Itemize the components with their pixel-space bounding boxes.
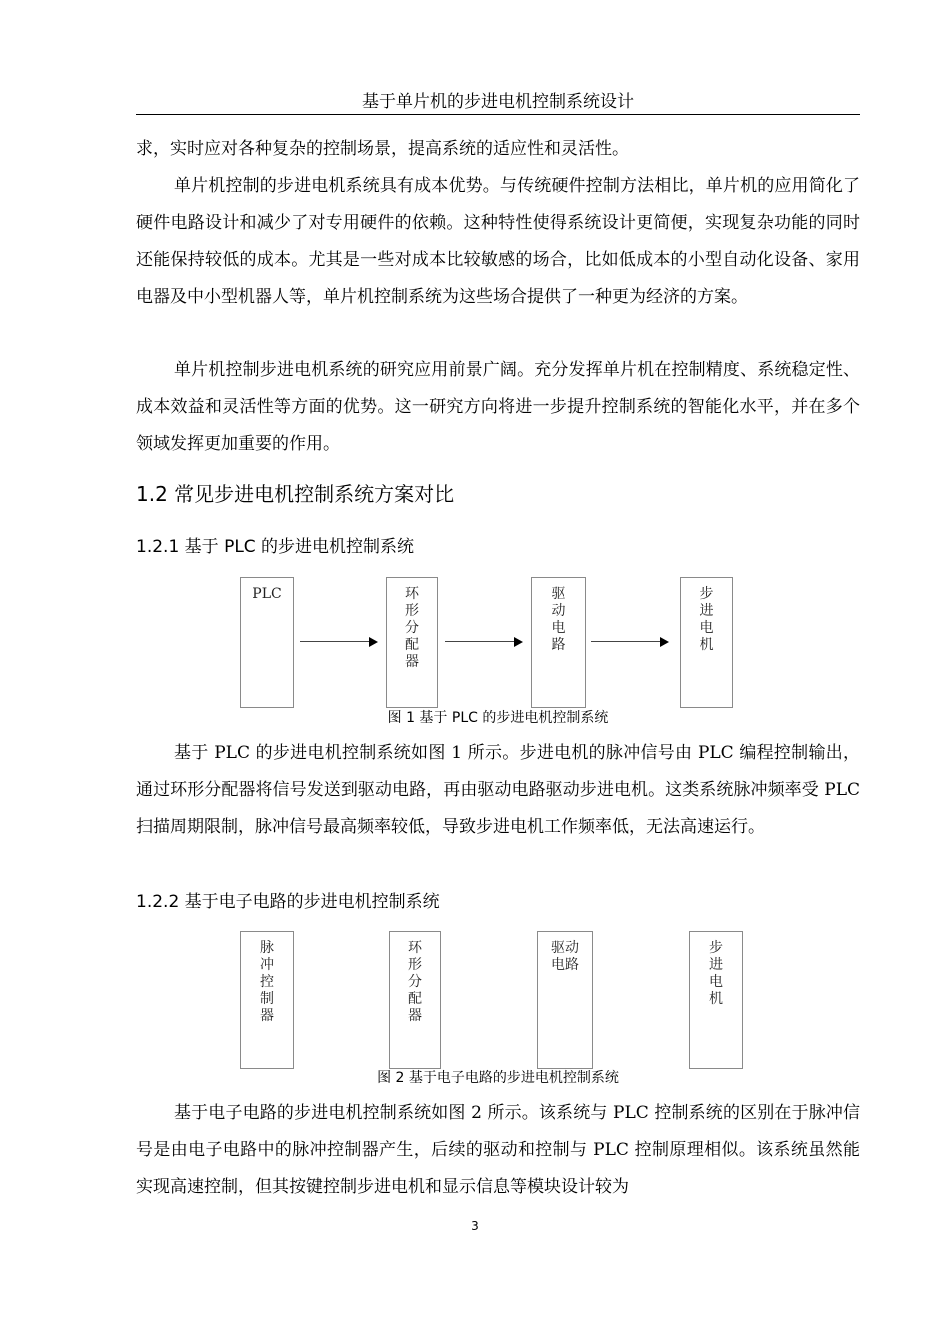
diagram-arrow <box>591 636 669 648</box>
paragraph-plc-description: 基于 PLC 的步进电机控制系统如图 1 所示。步进电机的脉冲信号由 PLC 编程控制输出，通过环形分配器将信号发送到驱动电路，再由驱动电路驱动步进电机。这类系统脉冲频率受 PLC 扫描周期限制，脉冲信号最高频率较低，导致步进电机工作频率低，无法高速运行。 <box>136 743 860 837</box>
section-heading: 1.2 常见步进电机控制系统方案对比 <box>136 482 455 506</box>
diagram-box-drive-circuit <box>531 577 586 708</box>
diagram-box-label: 环形分配器 <box>408 940 422 1024</box>
diagram-box-label: 脉冲控制器 <box>260 940 274 1024</box>
diagram-box-label: PLC <box>252 586 282 602</box>
diagram-box-drive-circuit <box>537 931 593 1069</box>
paragraph-continuation: 求，实时应对各种复杂的控制场景，提高系统的适应性和灵活性。 <box>136 139 629 159</box>
figure-2-caption: 图 2 基于电子电路的步进电机控制系统 <box>377 1070 619 1086</box>
header-divider <box>136 114 860 115</box>
diagram-box-stepper-motor <box>689 931 743 1069</box>
page-header-title: 基于单片机的步进电机控制系统设计 <box>362 92 634 112</box>
subsection-heading-electronic: 1.2.2 基于电子电路的步进电机控制系统 <box>136 892 440 912</box>
diagram-box-label: 驱动电路 <box>551 940 579 973</box>
diagram-box-pulse-controller <box>240 931 294 1069</box>
figure-1-caption: 图 1 基于 PLC 的步进电机控制系统 <box>387 710 609 726</box>
diagram-box-label: 环形分配器 <box>405 586 419 670</box>
diagram-box-ring-distributor <box>389 931 441 1069</box>
diagram-box-label: 步进电机 <box>709 940 723 1007</box>
diagram-box-plc <box>240 577 294 708</box>
diagram-arrow <box>300 636 378 648</box>
diagram-box-label: 驱动电路 <box>551 586 566 653</box>
paragraph-cost-advantage: 单片机控制的步进电机系统具有成本优势。与传统硬件控制方法相比，单片机的应用简化了硬件电路设计和减少了对专用硬件的依赖。这种特性使得系统设计更简便，实现复杂功能的同时还能保持较低的成本。尤其是一些对成本比较敏感的场合，比如低成本的小型自动化设备、家用电器及中小型机器人等，单片机控制系统为这些场合提供了一种更为经济的方案。 <box>136 176 860 307</box>
diagram-arrow <box>445 636 523 648</box>
page-number: 3 <box>471 1219 479 1233</box>
diagram-box-ring-distributor <box>386 577 438 708</box>
paragraph-prospects: 单片机控制步进电机系统的研究应用前景广阔。充分发挥单片机在控制精度、系统稳定性、成本效益和灵活性等方面的优势。这一研究方向将进一步提升控制系统的智能化水平，并在多个领域发挥更加重要的作用。 <box>136 360 860 454</box>
diagram-box-stepper-motor <box>680 577 733 708</box>
paragraph-electronic-description: 基于电子电路的步进电机控制系统如图 2 所示。该系统与 PLC 控制系统的区别在于脉冲信号是由电子电路中的脉冲控制器产生，后续的驱动和控制与 PLC 控制原理相似。该系统虽然能实现高速控制，但其按键控制步进电机和显示信息等模块设计较为 <box>136 1103 860 1197</box>
diagram-box-label: 步进电机 <box>699 586 714 653</box>
subsection-heading-plc: 1.2.1 基于 PLC 的步进电机控制系统 <box>136 537 415 557</box>
